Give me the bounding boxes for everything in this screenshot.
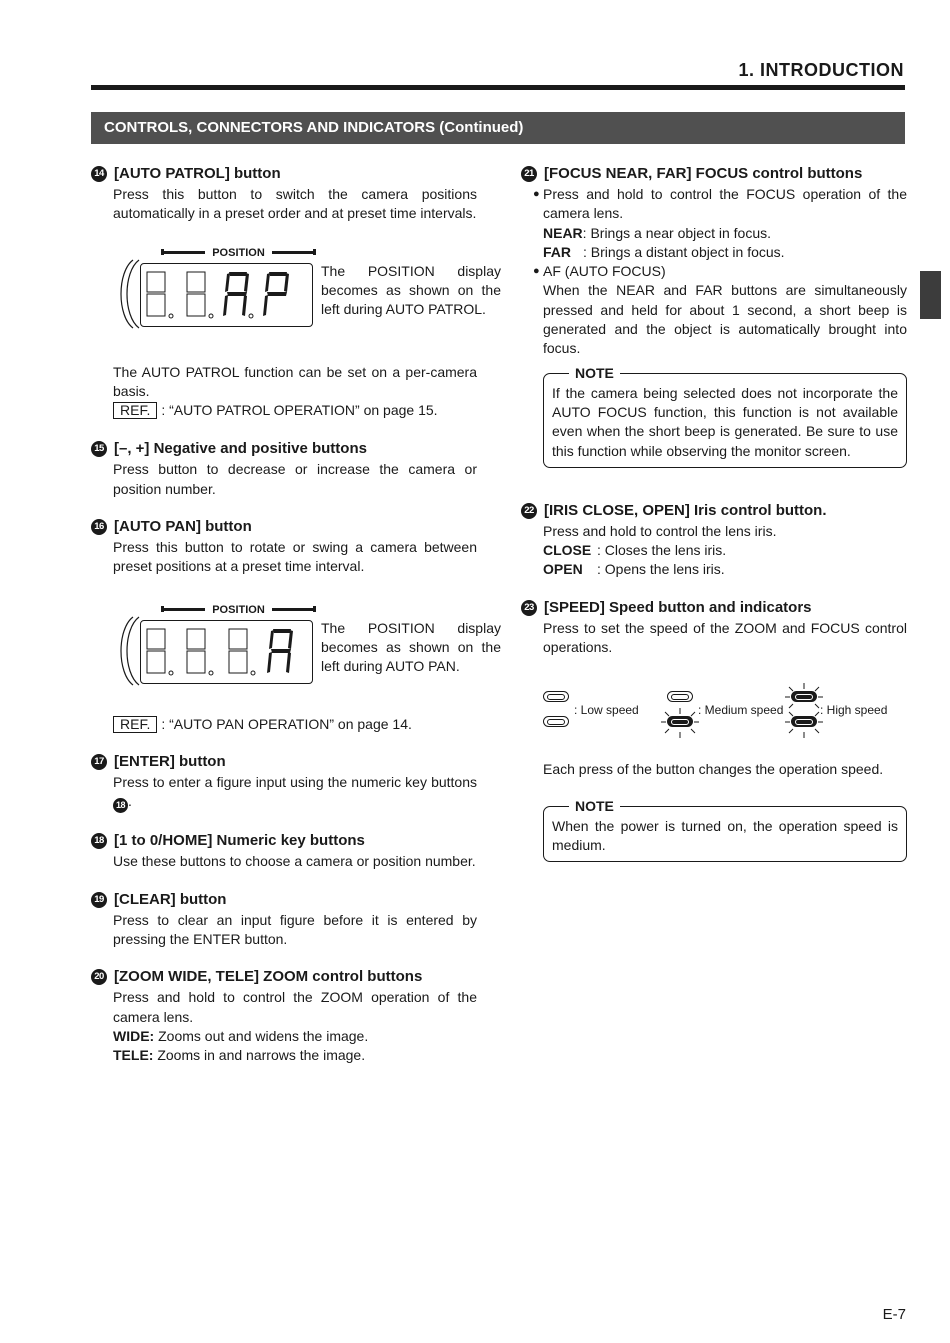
- section-description: Use these buttons to choose a camera or position number.: [113, 853, 476, 870]
- speed-lamp-on-icon: [791, 691, 817, 702]
- left-column: [91, 164, 501, 1065]
- bullet-icon: ●: [533, 265, 540, 278]
- seven-segment-digits-icon: [141, 264, 312, 326]
- seven-segment-display: [140, 620, 313, 684]
- section-auto-pan: [91, 517, 501, 734]
- chapter-tab: [920, 271, 941, 319]
- section-description: Press and hold to control the lens iris.: [543, 522, 777, 539]
- page-number: E-7: [882, 1306, 906, 1323]
- section-title: [IRIS CLOSE, OPEN] Iris control button.: [544, 501, 827, 519]
- section-title: [–, +] Negative and positive buttons: [114, 440, 367, 458]
- section-title: [AUTO PATROL] button: [114, 165, 281, 182]
- item-reference-number: 18: [113, 798, 128, 813]
- note-text: If the camera being selected does not incorporate the AUTO FOCUS function, this function is not available even when the short beep is generated. Be sure to use this function while observing the monitor screen.: [552, 384, 898, 459]
- right-column: [521, 164, 907, 862]
- ref-text[interactable]: : “AUTO PATROL OPERATION” on page 15.: [161, 402, 438, 419]
- display-bezel-curve-icon: [119, 615, 141, 687]
- section-title: [SPEED] Speed button and indicators: [544, 598, 812, 616]
- af-description: When the NEAR and FAR buttons are simultaneously pressed and held for about 1 second, a short beep is generated and the object is automatically brought into focus.: [543, 282, 907, 357]
- wide-line: WIDE: Zooms out and widens the image.: [113, 1027, 369, 1044]
- display-label: POSITION: [161, 246, 316, 260]
- chapter-title: 1. INTRODUCTION: [738, 60, 904, 80]
- high-speed-label: : High speed: [820, 703, 888, 718]
- speed-indicators-figure: [543, 681, 907, 743]
- medium-speed-label: : Medium speed: [698, 703, 784, 718]
- note-text: When the power is turned on, the operation speed is medium.: [552, 817, 898, 853]
- section-title: [CLEAR] button: [114, 890, 227, 908]
- section-zoom: [91, 967, 477, 1065]
- section-title: [FOCUS NEAR, FAR] FOCUS control buttons: [544, 165, 863, 182]
- close-line: CLOSE : Closes the lens iris.: [543, 542, 727, 559]
- section-description: Press this button to rotate or swing a camera between preset positions at a preset time interval.: [113, 539, 477, 575]
- reference-line: [113, 715, 477, 734]
- display-caption: The POSITION display becomes as shown on the left during AUTO PATROL.: [321, 262, 501, 318]
- note-title: NOTE: [569, 797, 620, 815]
- section-enter: [91, 752, 477, 813]
- section-iris: [521, 501, 907, 580]
- display-bezel-curve-icon: [119, 258, 141, 330]
- note-box: [543, 364, 907, 468]
- far-line: FAR : Brings a distant object in focus.: [543, 243, 785, 260]
- item-number: 16: [91, 519, 107, 535]
- open-line: OPEN : Opens the lens iris.: [543, 561, 725, 578]
- section-clear: [91, 890, 477, 950]
- near-line: NEAR: Brings a near object in focus.: [543, 224, 771, 241]
- section-title: [ENTER] button: [114, 752, 226, 770]
- section-negative-positive: [91, 439, 477, 499]
- note-box: [543, 797, 907, 863]
- speed-lamp-off-icon: [543, 716, 569, 727]
- item-number: 14: [91, 166, 107, 182]
- section-numeric-keys: [91, 831, 477, 871]
- section-title: [1 to 0/HOME] Numeric key buttons: [114, 832, 365, 850]
- section-speed: [521, 598, 907, 862]
- section-description: Press to clear an input figure before it is entered by pressing the ENTER button.: [113, 911, 477, 947]
- section-description: Press to enter a figure input using the numeric key buttons 18 .: [113, 773, 477, 813]
- low-speed-label: : Low speed: [574, 703, 639, 718]
- bullet-text: AF (AUTO FOCUS): [543, 263, 666, 280]
- item-number: 17: [91, 754, 107, 770]
- tele-line: TELE: Zooms in and narrows the image.: [113, 1047, 366, 1064]
- note-title: NOTE: [569, 364, 620, 382]
- speed-change-text: Each press of the button changes the operation speed.: [543, 761, 884, 778]
- display-label: POSITION: [161, 603, 316, 617]
- speed-lamp-off-icon: [543, 691, 569, 702]
- bullet-icon: ●: [533, 188, 540, 200]
- section-description: Press this button to switch the camera positions automatically in a preset order and at preset time intervals.: [113, 186, 477, 222]
- section-banner: CONTROLS, CONNECTORS AND INDICATORS (Continued): [91, 112, 905, 144]
- speed-lamp-on-icon: [667, 716, 693, 727]
- section-description: Press and hold to control the ZOOM operation of the camera lens.: [113, 989, 477, 1025]
- section-title: [AUTO PAN] button: [114, 518, 252, 536]
- speed-lamp-on-icon: [791, 716, 817, 727]
- section-title: [ZOOM WIDE, TELE] ZOOM control buttons: [114, 968, 423, 986]
- display-caption: The POSITION display becomes as shown on the left during AUTO PAN.: [321, 619, 501, 675]
- ref-label: REF.: [113, 402, 157, 419]
- item-number: 23: [521, 600, 537, 616]
- speed-lamp-off-icon: [667, 691, 693, 702]
- item-number: 22: [521, 503, 537, 519]
- section-auto-patrol: [91, 164, 501, 420]
- seven-segment-display: [140, 263, 313, 327]
- position-display-figure: [119, 246, 501, 342]
- item-number: 19: [91, 892, 107, 908]
- item-number: 15: [91, 441, 107, 457]
- section-focus: [521, 164, 907, 468]
- ref-text[interactable]: : “AUTO PAN OPERATION” on page 14.: [161, 715, 412, 732]
- item-number: 21: [521, 166, 537, 182]
- reference-line: [113, 401, 477, 420]
- header-rule: [91, 85, 905, 90]
- seven-segment-digits-icon: [141, 621, 312, 683]
- ref-label: REF.: [113, 716, 157, 733]
- section-note-text: The AUTO PATROL function can be set on a per-camera basis.: [113, 363, 477, 399]
- item-number: 20: [91, 969, 107, 985]
- position-display-figure: [119, 603, 501, 699]
- item-number: 18: [91, 833, 107, 849]
- section-description: Press button to decrease or increase the camera or position number.: [113, 461, 477, 497]
- section-description: Press to set the speed of the ZOOM and FOCUS control operations.: [543, 619, 907, 656]
- bullet-text: Press and hold to control the FOCUS operation of the camera lens.: [543, 186, 907, 222]
